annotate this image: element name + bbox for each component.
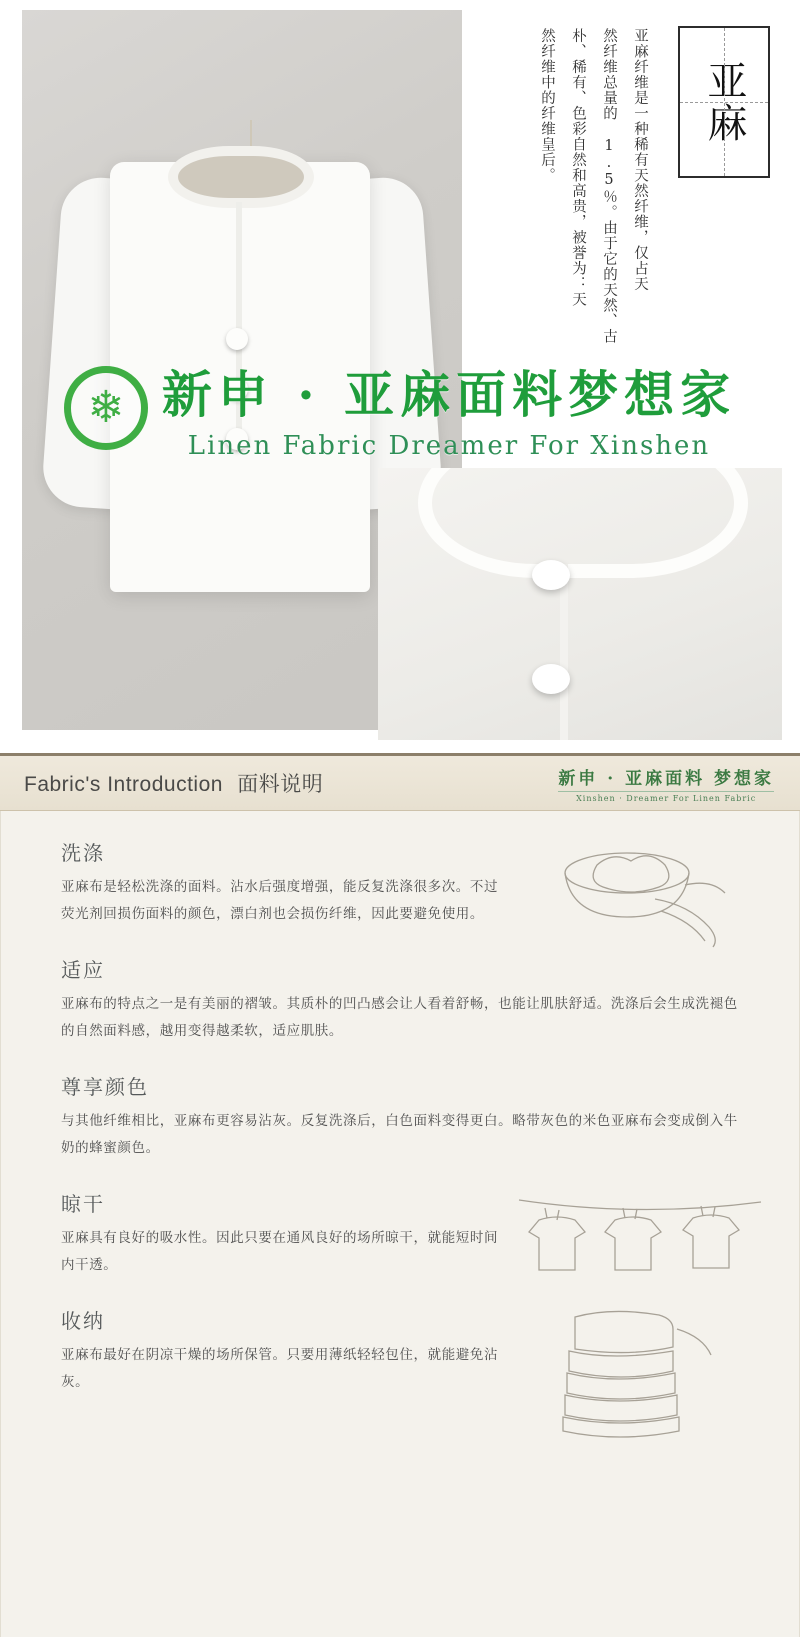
watermark-english: Linen Fabric Dreamer For Xinshen (187, 431, 711, 461)
shirt-collar (168, 146, 314, 208)
section-adaptation (1, 954, 799, 1045)
linen-character-badge (678, 26, 770, 178)
washing-basin-sketch-icon (535, 839, 765, 949)
section-adaptation-body: 亚麻布的特点之一是有美丽的褶皱。其质朴的凹凸感会让人看着舒畅，也能让肌肤舒适。洗涤后会生成洗褪色的自然面料感，越用变得越柔软，适应肌肤。 (61, 996, 738, 1039)
section-drying-title: 晾干 (61, 1192, 105, 1216)
section-color-title: 尊享颜色 (61, 1075, 149, 1099)
hero-text-line-3: 朴、稀有、色彩自然和高贵，被誉为：天 (569, 28, 586, 307)
section-color-body: 与其他纤维相比，亚麻布更容易沾灰。反复洗涤后，白色面料变得更白。略带灰色的米色亚麻布会变成倒入牛奶的蜂蜜颜色。 (61, 1113, 738, 1156)
folded-cloth-sketch-icon (535, 1299, 765, 1439)
shirt-button-icon (226, 378, 248, 400)
shirt-button-icon (226, 328, 248, 350)
section-storage-body: 亚麻布最好在阴凉干燥的场所保管。只要用薄纸轻轻包住，就能避免沾灰。 (61, 1347, 499, 1390)
collar-button-icon (532, 664, 570, 694)
collar-detail-shape (418, 468, 748, 578)
flower-emblem-glyph: ❄ (87, 383, 125, 432)
section-storage-title: 收纳 (61, 1309, 105, 1333)
section-color (1, 1071, 799, 1162)
section-drying-body: 亚麻具有良好的吸水性。因此只要在通风良好的场所晾干，就能短时间内干透。 (61, 1230, 499, 1273)
section-adaptation-title: 适应 (61, 958, 105, 982)
section-spacer (0, 745, 800, 753)
hero-text-line-4: 然纤维中的纤维皇后。 (538, 28, 555, 183)
page-title (24, 768, 323, 798)
fabric-introduction-header (0, 756, 800, 811)
page-title-en: Fabric's Introduction (24, 773, 223, 796)
hero-vertical-text (470, 28, 650, 358)
clothesline-sketch-icon (515, 1184, 765, 1304)
header-brand-logo (558, 764, 774, 803)
shirt-button-icon (226, 428, 248, 450)
section-washing (1, 837, 799, 928)
hero-section (0, 0, 800, 745)
section-drying (1, 1188, 799, 1279)
hero-text-line-2: 然纤维总量的 1.5％。由于它的天然、古 (600, 28, 617, 344)
linen-character-text: 亚麻 (701, 60, 747, 144)
hero-text-line-1: 亚麻纤维是一种稀有天然纤维，仅占天 (632, 28, 648, 292)
header-brand-chinese: 新申 · 亚麻面料 梦想家 (558, 769, 774, 789)
header-brand-english: Xinshen · Dreamer For Linen Fabric (558, 791, 774, 803)
section-washing-title: 洗涤 (61, 841, 105, 865)
shirt-placket (236, 202, 242, 452)
garment-illustration (50, 110, 434, 630)
watermark-chinese: 新申 · 亚麻面料梦想家 (161, 365, 737, 424)
linen-shirt-collar-detail-photo (378, 468, 782, 740)
fabric-introduction-content (0, 811, 800, 1637)
placket-detail-shape (560, 564, 568, 740)
page-title-cn: 面料说明 (237, 772, 324, 796)
collar-button-icon (532, 560, 570, 590)
section-washing-body: 亚麻布是轻松洗涤的面料。沾水后强度增强，能反复洗涤很多次。不过荧光剂回损伤面料的颜色，漂白剂也会损伤纤维，因此要避免使用。 (61, 879, 499, 922)
section-storage (1, 1305, 799, 1396)
